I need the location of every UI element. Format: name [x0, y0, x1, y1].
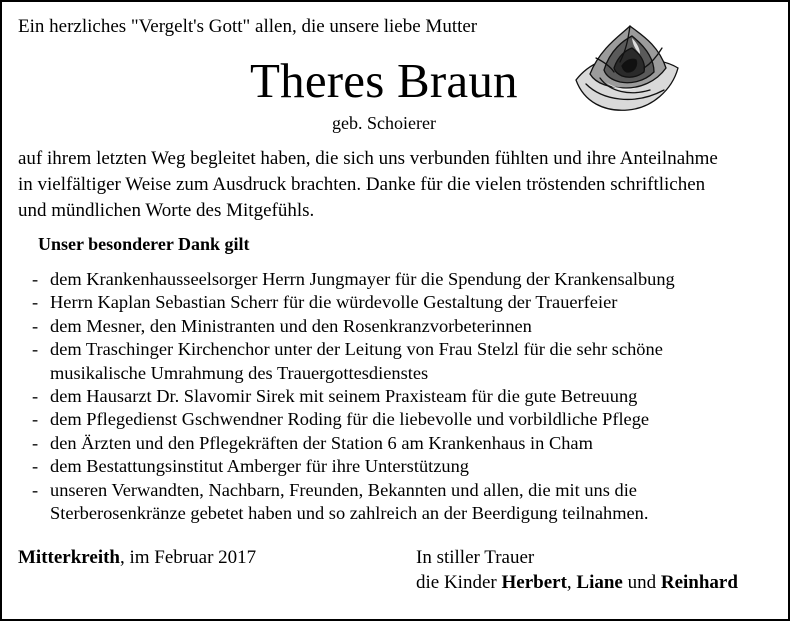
intro-line: Ein herzliches "Vergelt's Gott" allen, die unsere liebe Mutter [18, 16, 478, 37]
acknowledgement-text [18, 146, 718, 224]
signatories [416, 572, 738, 594]
thanks-item [32, 338, 675, 385]
list-dash: - [32, 386, 39, 407]
thanks-item-line: dem Krankenhausseelsorger Herrn Jungmayer für die Spendung der Krankensalbung [50, 269, 675, 289]
thanks-item-line: unseren Verwandten, Nachbarn, Freunden, Bekannten und allen, die mit uns die [50, 479, 637, 500]
place-name: Mitterkreith [18, 547, 120, 568]
thanks-item [32, 315, 675, 338]
thanks-list [32, 268, 675, 525]
thanks-item-line: dem Traschinger Kirchenchor unter der Leitung von Frau Stelzl für die sehr schöne [50, 339, 663, 360]
thanks-item-line: Sterberosenkränze gebetet haben und so zahlreich an der Beerdigung teilnahmen. [50, 503, 649, 524]
list-dash: - [32, 315, 39, 336]
thanks-item [32, 455, 675, 478]
text-line: in vielfältiger Weise zum Ausdruck brachten. Danke für die vielen tröstenden schriftlichen [18, 174, 706, 195]
thanks-item [32, 268, 675, 291]
thanks-item [32, 432, 675, 455]
thanks-heading: Unser besonderer Dank gilt [38, 234, 250, 254]
mourning-line: In stiller Trauer [416, 547, 535, 568]
thanks-item-line: dem Bestattungsinstitut Amberger für ihre Unterstützung [50, 456, 469, 477]
deceased-name: Theres Braun [250, 53, 518, 108]
thanks-item-line: den Ärzten und den Pflegekräften der Station 6 am Krankenhaus in Cham [50, 432, 593, 453]
list-dash: - [32, 339, 39, 360]
list-dash: - [32, 292, 39, 313]
rose-icon [570, 18, 682, 116]
list-dash: - [32, 432, 39, 453]
thanks-item-line: Herrn Kaplan Sebastian Scherr für die würdevolle Gestaltung der Trauerfeier [50, 292, 618, 313]
list-dash: - [32, 269, 39, 289]
child-name: Reinhard [660, 572, 738, 593]
children-prefix: die Kinder [416, 572, 502, 593]
separator: und [622, 572, 661, 593]
child-name: Herbert [501, 572, 567, 593]
thanks-item [32, 479, 675, 526]
thanks-item-line: dem Pflegedienst Gschwendner Roding für die liebevolle und vorbildliche Pflege [50, 409, 650, 430]
child-name: Liane [576, 572, 623, 593]
thanks-item-line: musikalische Umrahmung des Trauergottesdienstes [50, 362, 429, 383]
thanks-item [32, 291, 675, 314]
thanks-item [32, 408, 675, 431]
list-dash: - [32, 409, 39, 430]
date-text: , im Februar 2017 [120, 547, 257, 568]
text-line: und mündlichen Worte des Mitgefühls. [18, 200, 315, 221]
place-date [18, 547, 256, 569]
text-line: auf ihrem letzten Weg begleitet haben, die sich uns verbunden fühlten und ihre Anteilnahme [18, 148, 718, 169]
list-dash: - [32, 479, 39, 500]
thanks-item-line: dem Mesner, den Ministranten und den Rosenkranzvorbeterinnen [50, 315, 532, 336]
thanks-item [32, 385, 675, 408]
thanks-item-line: dem Hausarzt Dr. Slavomir Sirek mit seinem Praxisteam für die gute Betreuung [50, 386, 638, 407]
separator: , [566, 572, 577, 593]
list-dash: - [32, 456, 39, 477]
maiden-name: geb. Schoierer [332, 113, 436, 133]
